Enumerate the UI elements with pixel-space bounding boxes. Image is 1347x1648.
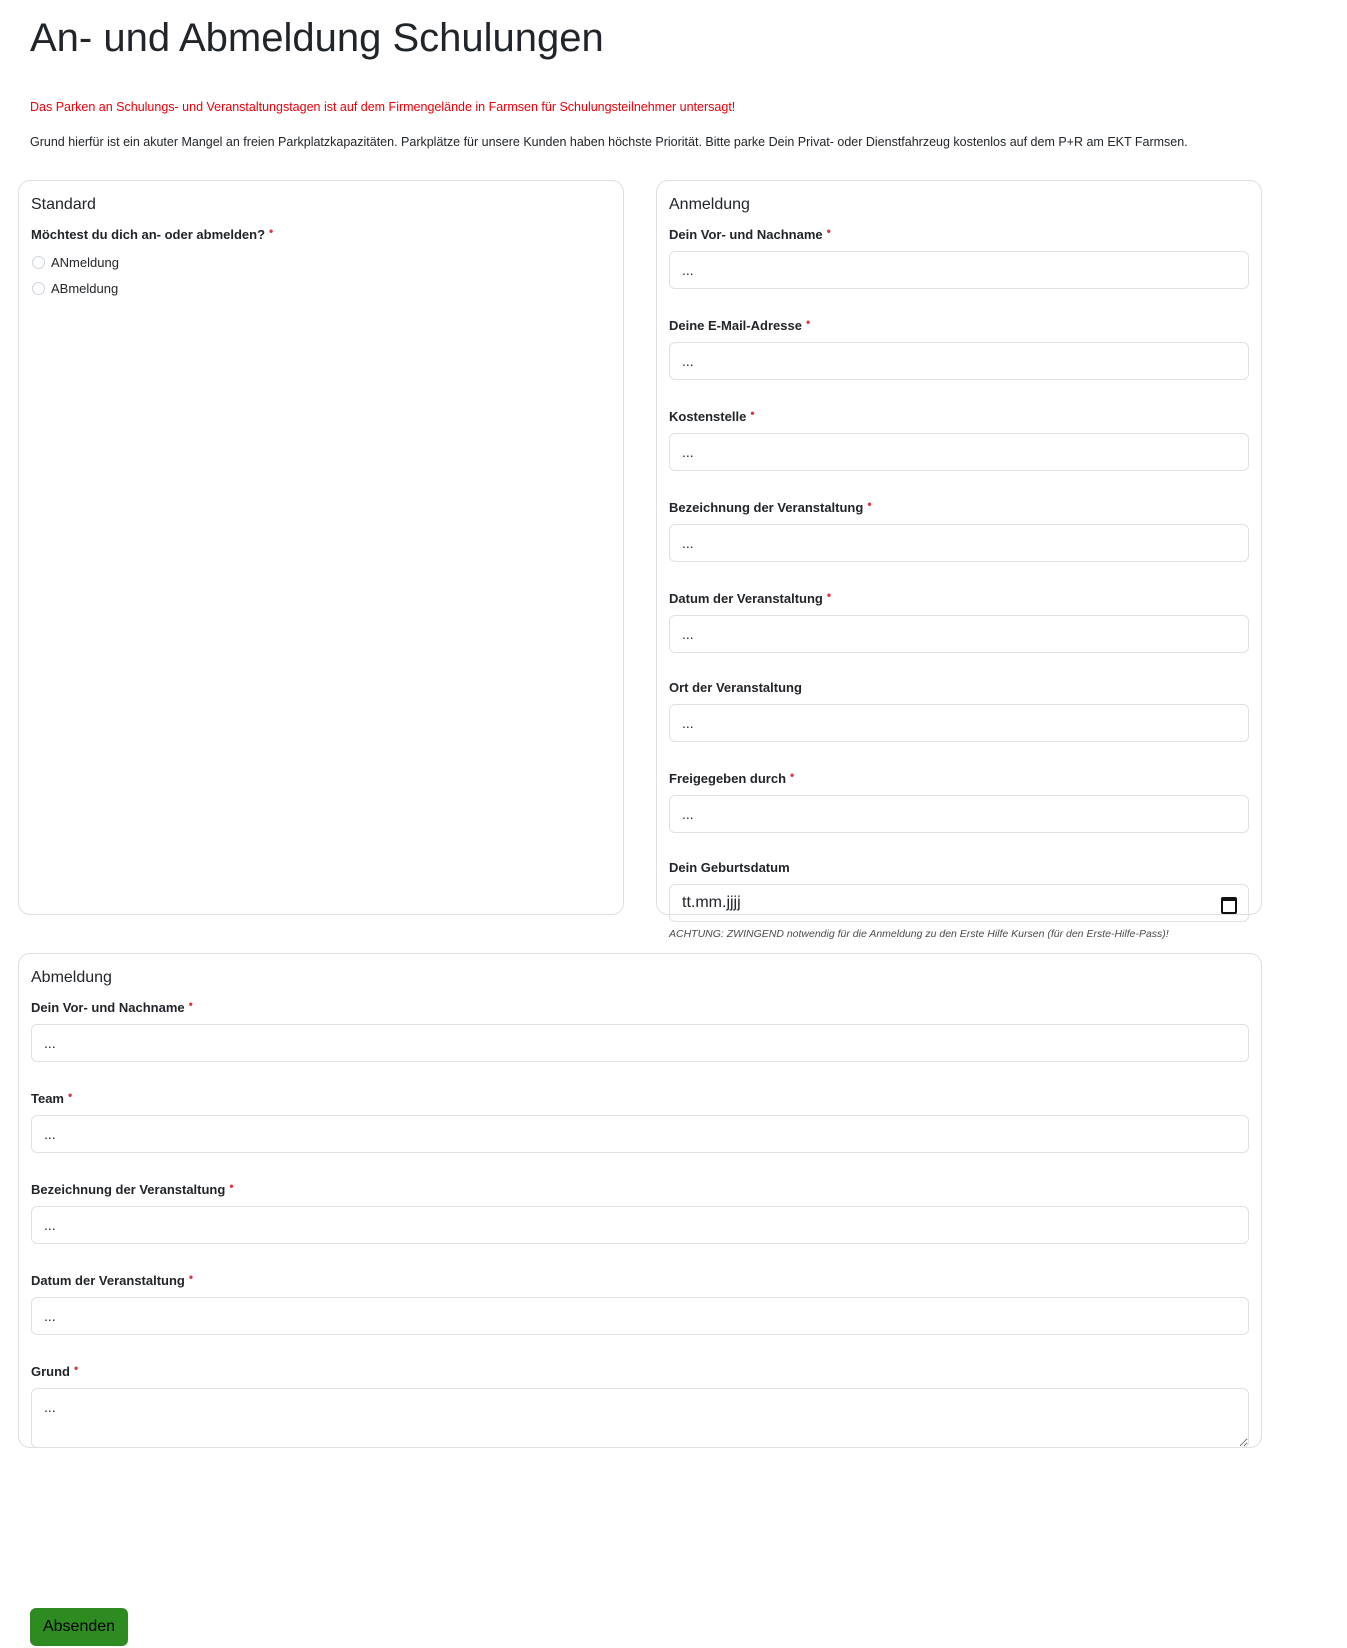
abmeldung-datum-label [31, 1270, 1249, 1289]
anmeldung-bezeichnung-input[interactable] [669, 524, 1249, 562]
required-marker: • [74, 1361, 79, 1375]
radio-option-anmeldung[interactable] [31, 249, 611, 275]
abmeldung-bezeichnung-input[interactable] [31, 1206, 1249, 1244]
required-marker: • [188, 997, 193, 1011]
abmeldung-name-input[interactable] [31, 1024, 1249, 1062]
grund-label [31, 1361, 1249, 1380]
kostenstelle-label-text: Kostenstelle [669, 409, 747, 424]
required-marker: • [826, 224, 831, 238]
anmeldung-datum-input[interactable] [669, 615, 1249, 653]
geburtsdatum-input[interactable] [669, 884, 1249, 922]
anmeldung-name-label-text: Dein Vor- und Nachname [669, 227, 823, 242]
anmeldung-bezeichnung-label-text: Bezeichnung der Veranstaltung [669, 500, 864, 515]
anmeldung-datum-label [669, 588, 1249, 607]
required-marker: • [68, 1088, 73, 1102]
grund-label-text: Grund [31, 1364, 70, 1379]
required-marker: • [790, 768, 795, 782]
question-label [31, 224, 611, 243]
geburtsdatum-label: Dein Geburtsdatum [669, 860, 790, 875]
required-marker: • [867, 497, 872, 511]
abmeldung-bezeichnung-label [31, 1179, 1249, 1198]
anmeldung-email-label-text: Deine E-Mail-Adresse [669, 318, 802, 333]
required-marker: • [229, 1179, 234, 1193]
geburtsdatum-hint: ACHTUNG: ZWINGEND notwendig für die Anmeldung zu den Erste Hilfe Kursen (für den Erste-Hilfe-Pass)! [669, 928, 1169, 940]
anmeldung-bezeichnung-label [669, 497, 1249, 516]
anmeldung-title: Anmeldung [669, 196, 750, 213]
radio-button-anmeldung[interactable] [32, 256, 45, 269]
parking-info: Grund hierfür ist ein akuter Mangel an freien Parkplatzkapazitäten. Parkplätze für unsere Kunden haben höchste Priorität. Bitte parke Dein Privat- oder Dienstfahrzeug kostenlos auf dem P+R am EKT Farmsen. [30, 135, 1188, 149]
team-label-text: Team [31, 1091, 64, 1106]
submit-button[interactable]: Absenden [30, 1608, 128, 1646]
ort-label: Ort der Veranstaltung [669, 680, 802, 695]
anmeldung-datum-label-text: Datum der Veranstaltung [669, 591, 823, 606]
team-label [31, 1088, 1249, 1107]
anmeldung-email-input[interactable] [669, 342, 1249, 380]
standard-title: Standard [31, 196, 96, 213]
radio-label-anmeldung: ANmeldung [51, 254, 119, 270]
freigegeben-label-text: Freigegeben durch [669, 771, 787, 786]
abmeldung-name-label [31, 997, 1249, 1016]
abmeldung-card [18, 953, 1262, 1448]
abmeldung-datum-label-text: Datum der Veranstaltung [31, 1273, 185, 1288]
required-marker: • [750, 406, 755, 420]
abmeldung-bezeichnung-label-text: Bezeichnung der Veranstaltung [31, 1182, 226, 1197]
abmeldung-datum-input[interactable] [31, 1297, 1249, 1335]
kostenstelle-label [669, 406, 1249, 425]
kostenstelle-input[interactable] [669, 433, 1249, 471]
anmeldung-name-input[interactable] [669, 251, 1249, 289]
geburtsdatum-value: tt.mm.jjjj [682, 894, 741, 911]
radio-label-abmeldung: ABmeldung [51, 280, 119, 296]
standard-card [18, 180, 624, 915]
freigegeben-label [669, 768, 1249, 787]
parking-warning: Das Parken an Schulungs- und Veranstaltungstagen ist auf dem Firmengelände in Farmsen für Schulungsteilnehmer untersagt! [30, 100, 736, 114]
abmeldung-title: Abmeldung [31, 969, 112, 986]
radio-option-abmeldung[interactable] [31, 275, 611, 301]
grund-textarea[interactable] [31, 1388, 1249, 1448]
radio-button-abmeldung[interactable] [32, 282, 45, 295]
anmeldung-card [656, 180, 1262, 940]
anmeldung-name-label [669, 224, 1249, 243]
page-title: An- und Abmeldung Schulungen [30, 16, 604, 60]
calendar-icon[interactable] [1220, 895, 1236, 911]
required-marker: • [826, 588, 832, 602]
required-marker: • [269, 224, 274, 238]
required-marker: • [188, 1270, 194, 1284]
anmeldung-email-label [669, 315, 1249, 334]
required-marker: • [805, 315, 811, 329]
question-text: Möchtest du dich an- oder abmelden? [31, 227, 266, 242]
ort-input[interactable] [669, 704, 1249, 742]
team-input[interactable] [31, 1115, 1249, 1153]
abmeldung-name-label-text: Dein Vor- und Nachname [31, 1000, 185, 1015]
freigegeben-input[interactable] [669, 795, 1249, 833]
